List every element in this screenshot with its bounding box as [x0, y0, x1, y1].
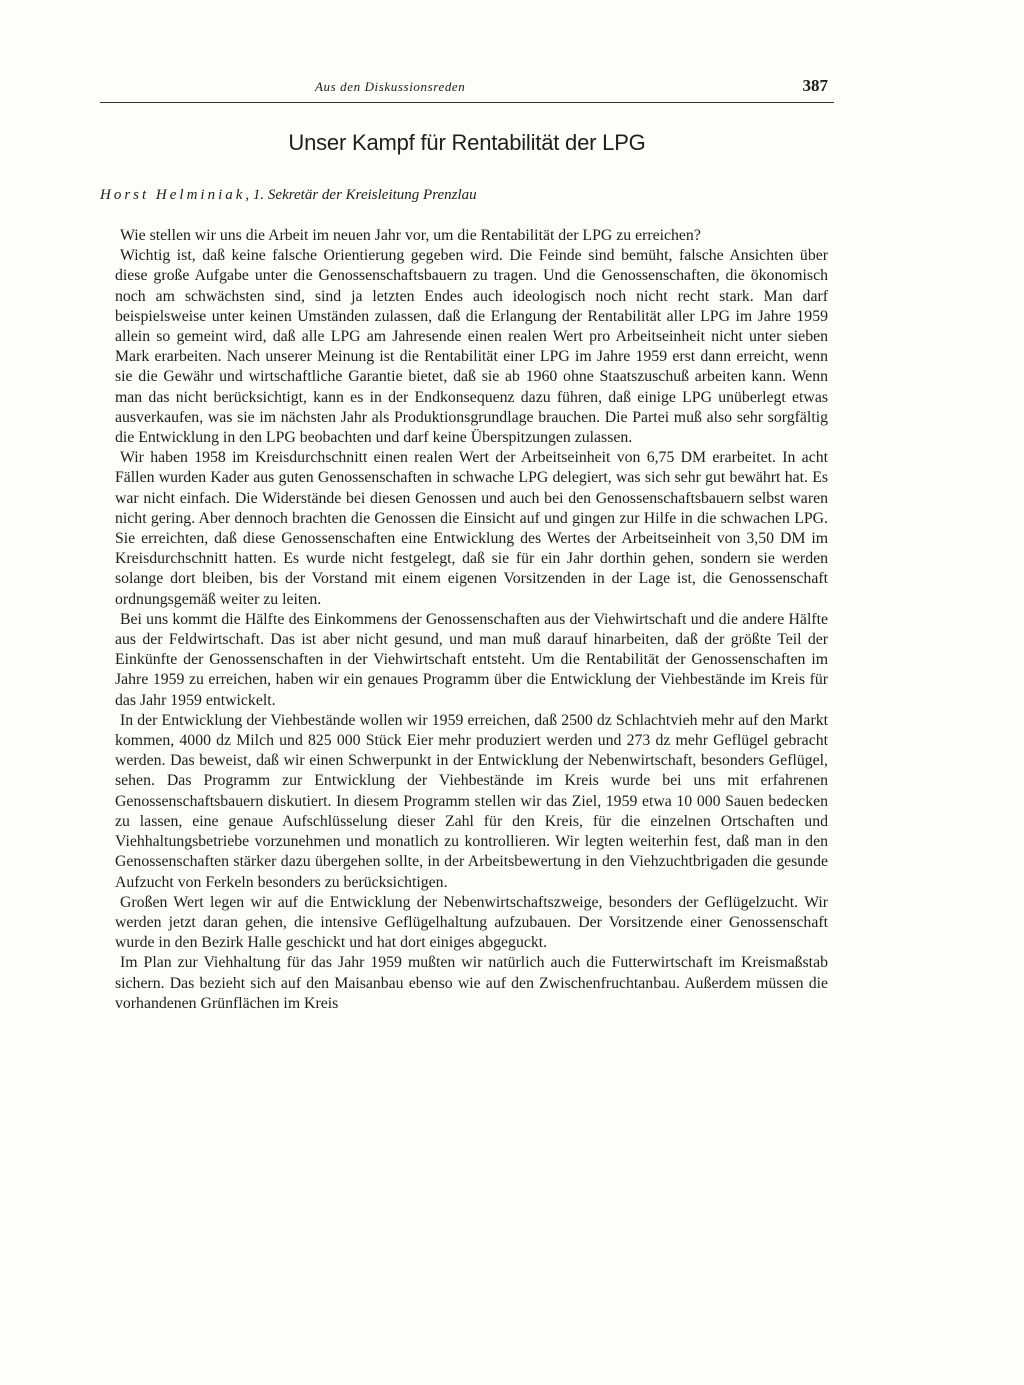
page-header	[100, 76, 834, 103]
article-body	[115, 226, 828, 1014]
paragraph: Großen Wert legen wir auf die Entwicklung der Nebenwirtschaftszweige, besonders der Geflügelzucht. Wir werden jetzt daran gehen, die intensive Geflügelhaltung aufzubauen. Der Vorsitzende einer Genossenschaft wurde in den Bezirk Halle geschickt und hat dort einiges abgeguckt.	[115, 893, 828, 952]
paragraph: Im Plan zur Viehhaltung für das Jahr 1959 mußten wir natürlich auch die Futterwirtschaft im Kreismaßstab sichern. Das bezieht sich auf den Maisanbau ebenso wie auf den Zwischenfruchtanbau. Außerdem müssen die vorhandenen Grünflächen im Kreis	[115, 954, 828, 1012]
paragraph: Bei uns kommt die Hälfte des Einkommens der Genossenschaften aus der Viehwirtschaft und die andere Hälfte aus der Feldwirtschaft. Das ist aber nicht gesund, und man muß darauf hinarbeiten, daß der größte Teil der Einkünfte der Genossenschaften in der Viehwirtschaft entsteht. Um die Rentabilität der Genossenschaften im Jahre 1959 zu erreichen, haben wir ein genaues Programm über die Entwicklung der Viehbestände im Kreis für das Jahr 1959 entwickelt.	[115, 610, 828, 709]
paragraph: Wie stellen wir uns die Arbeit im neuen Jahr vor, um die Rentabilität der LPG zu erreichen?	[120, 227, 701, 244]
paragraph: Wichtig ist, daß keine falsche Orientierung gegeben wird. Die Feinde sind bemüht, falsche Ansichten über diese große Aufgabe unter die Genossenschaftsbauern zu tragen. Und die Genossenschaften, die ökonomisch noch am schwächsten sind, sind ja letzten Endes auch ideologisch noch nicht recht stark. Man darf beispielsweise unter keinen Umständen zulassen, daß die Erlangung der Rentabilität aller LPG im Jahre 1959 allein so gemeint wird, daß alle LPG am Jahresende einen realen Wert pro Arbeitseinheit nicht unter sieben Mark erarbeiten. Nach unserer Meinung ist die Rentabilität einer LPG im Jahre 1959 erst dann erreicht, wenn sie die Gewähr und wirtschaftliche Garantie bietet, daß sie ab 1960 ohne Staatszuschuß arbeiten kann. Wenn man das nicht berücksichtigt, kann es in der Endkonsequenz dazu führen, daß einige LPG unüberlegt etwas ausverkaufen, was sie im nächsten Jahr als Produktionsgrundlage brauchen. Die Partei muß also sehr sorgfältig die Entwicklung in den LPG beobachten und darf keine Überspitzungen zulassen.	[115, 247, 828, 447]
byline	[100, 187, 834, 204]
paragraph: In der Entwicklung der Viehbestände wollen wir 1959 erreichen, daß 2500 dz Schlachtvieh mehr auf den Markt kommen, 4000 dz Milch und 825 000 Stück Eier mehr produziert werden und 273 dz mehr Geflügel gebracht werden. Das beweist, daß wir einen Schwerpunkt in der Entwicklung der Nebenwirtschaft, besonders Geflügel, sehen. Das Programm zur Entwicklung der Viehbestände im Kreis wurde bei uns mit erfahrenen Genossenschaftsbauern diskutiert. In diesem Programm stellen wir das Ziel, 1959 etwa 10 000 Sauen bedecken zu lassen, eine genaue Aufschlüsselung dieser Zahl für den Kreis, für die einzelnen Ortschaften und Viehhaltungsbetriebe vorzunehmen und monatlich zu kontrollieren. Wir legten weiterhin fest, daß man in den Genossenschaften stärker dazu übergehen sollte, in der Arbeitsbewertung in den Viehzuchtbrigaden die gesunde Aufzucht von Ferkeln besonders zu berücksichtigen.	[115, 711, 828, 891]
article-title: Unser Kampf für Rentabilität der LPG	[288, 130, 646, 155]
author-role: , 1. Sekretär der Kreisleitung Prenzlau	[245, 187, 477, 203]
paragraph: Wir haben 1958 im Kreisdurchschnitt einen realen Wert der Arbeitseinheit von 6,75 DM erarbeitet. In acht Fällen wurden Kader aus guten Genossenschaften in schwache LPG delegiert, was sich sehr gut bewährt hat. Es war nicht einfach. Die Widerstände bei diesen Genossen und auch bei den Genossenschaftsbauern selbst waren nicht gering. Aber dennoch brachten die Genossen die Einsicht auf und gingen zur Hilfe in die schwachen LPG. Sie erreichten, daß diese Genossenschaften eine Entwicklung des Wertes der Arbeitseinheit von 3,50 DM im Kreisdurchschnitt hatten. Es wurde nicht festgelegt, daß sie für ein Jahr dorthin gehen, sondern sie werden solange dort bleiben, bis der Vorstand mit einem eigenen Vorsitzenden in der Lage ist, die Genossenschaft ordnungsgemäß weiter zu leiten.	[115, 449, 828, 608]
page-number: 387	[802, 76, 828, 95]
running-head: Aus den Diskussionsreden	[315, 79, 466, 94]
author-name: Horst Helminiak	[100, 187, 246, 203]
